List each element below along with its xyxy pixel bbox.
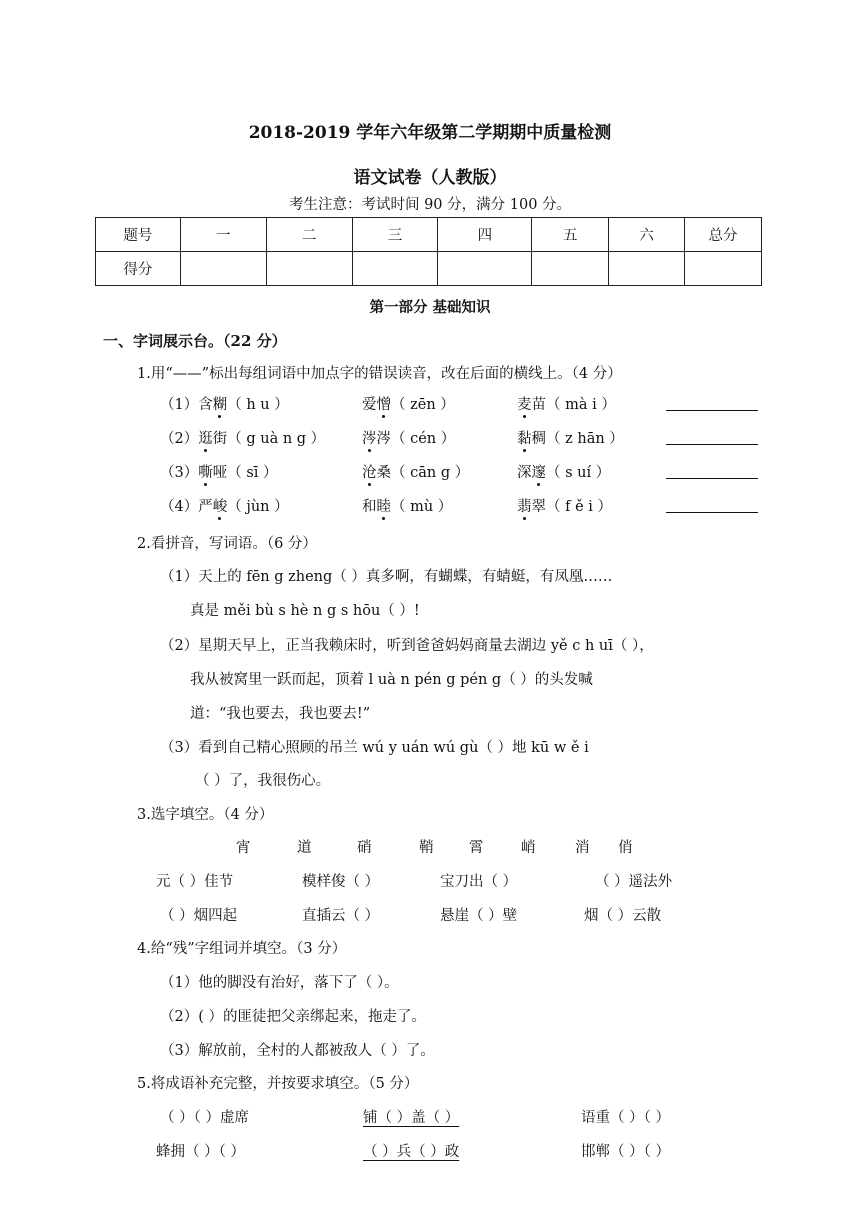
q1-char: 街 bbox=[212, 431, 228, 447]
q1-row-number: （4） bbox=[160, 499, 199, 515]
q3-char-option: 硝 bbox=[357, 840, 372, 856]
q5-stem: 5.将成语补充完整，并按要求填空。（5 分） bbox=[137, 1076, 419, 1092]
q3-fill-item: （ ）遥法外 bbox=[595, 874, 673, 890]
q1-row-3-item-b bbox=[362, 461, 469, 482]
q1-pinyin: （ mù ） bbox=[391, 499, 453, 515]
q1-dotted-char: 嘶 bbox=[198, 465, 213, 481]
score-table-header-cell: 五 bbox=[532, 218, 609, 252]
q2-line: 我从被窝里一跃而起，顶着 l uà n pén g pén g（ ）的头发喊 bbox=[190, 672, 593, 688]
q2-line: 真是 měi bù s hè n g s hōu（ ）! bbox=[190, 603, 420, 619]
q1-row-4-item-b bbox=[362, 495, 452, 516]
score-cell[interactable] bbox=[532, 252, 609, 286]
score-cell[interactable] bbox=[266, 252, 352, 286]
q1-row-4-item-a bbox=[160, 495, 289, 516]
q1-dotted-char: 黏 bbox=[517, 431, 532, 447]
q2-line: 道：“我也要去，我也要去!” bbox=[190, 706, 371, 722]
q2-line: （3）看到自己精心照顾的吊兰 wú y uán wú gù（ ）地 kū w ě i bbox=[160, 740, 589, 756]
q3-fill-item: （ ）烟四起 bbox=[160, 908, 238, 924]
q3-fill-item: 悬崖（ ）壁 bbox=[440, 908, 518, 924]
score-table bbox=[95, 217, 762, 286]
q1-answer-line[interactable] bbox=[666, 478, 758, 479]
q1-row-number: （3） bbox=[160, 465, 199, 481]
score-cell[interactable] bbox=[609, 252, 685, 286]
score-table-header-cell: 一 bbox=[180, 218, 266, 252]
q1-char: 涔 bbox=[376, 431, 391, 447]
q4-stem: 4.给“残”字组词并填空。（3 分） bbox=[137, 941, 347, 957]
q1-dotted-char: 麦 bbox=[517, 397, 532, 413]
q1-dotted-char: 翡 bbox=[517, 499, 532, 515]
q1-pinyin: （ mà i ） bbox=[546, 397, 616, 413]
part1-title: 第一部分 基础知识 bbox=[369, 299, 491, 316]
q1-row-2-item-c bbox=[517, 427, 624, 448]
q1-dotted-char: 憎 bbox=[376, 397, 391, 413]
q5-idiom: 邯郸（ ）（ ） bbox=[581, 1144, 670, 1160]
score-table-header-cell: 二 bbox=[266, 218, 352, 252]
q3-char-option: 鞘 bbox=[419, 840, 434, 856]
q1-row-number: （2） bbox=[160, 431, 199, 447]
q1-char: 翠 bbox=[531, 499, 546, 515]
q3-fill-item: 直插云（ ） bbox=[302, 908, 380, 924]
q1-dotted-char: 逛 bbox=[198, 431, 213, 447]
q1-answer-line[interactable] bbox=[666, 444, 758, 445]
q1-char: 哑 bbox=[212, 465, 228, 481]
q1-char: 含 bbox=[198, 397, 213, 413]
exam-title: 2018-2019 学年六年级第二学期期中质量检测 bbox=[248, 123, 612, 143]
score-cell[interactable] bbox=[438, 252, 532, 286]
q2-line: （ ）了，我很伤心。 bbox=[195, 773, 331, 789]
q1-pinyin: （ g uà n g ） bbox=[227, 431, 326, 447]
q1-row-1-item-b bbox=[362, 393, 455, 414]
q1-row-1-item-c bbox=[517, 393, 616, 414]
q4-line: （2）( ）的匪徒把父亲绑起来，拖走了。 bbox=[160, 1009, 426, 1025]
q1-row-3-item-a bbox=[160, 461, 278, 482]
q4-line: （1）他的脚没有治好，落下了（ ）。 bbox=[160, 975, 399, 991]
q1-row-1-item-a bbox=[160, 393, 289, 414]
q5-idiom: （ ）（ ）虚席 bbox=[160, 1110, 249, 1126]
exam-subtitle: 语文试卷（人教版） bbox=[353, 168, 507, 188]
score-row-label: 得分 bbox=[96, 252, 181, 286]
q1-pinyin: （ zēn ） bbox=[391, 397, 455, 413]
q5-idiom: 语重（ ）（ ） bbox=[581, 1110, 670, 1126]
q3-char-option: 道 bbox=[297, 840, 312, 856]
q1-dotted-char: 沧 bbox=[362, 465, 377, 481]
q3-fill-item: 宝刀出（ ） bbox=[440, 874, 518, 890]
q1-pinyin: （ sī ） bbox=[227, 465, 278, 481]
section1-title: 一、字词展示台。（22 分） bbox=[103, 332, 287, 350]
score-cell[interactable] bbox=[685, 252, 762, 286]
q1-pinyin: （ s uí ） bbox=[546, 465, 611, 481]
q1-row-2-item-b bbox=[362, 427, 455, 448]
q1-dotted-char: 邃 bbox=[531, 465, 546, 481]
q3-fill-item: 烟（ ）云散 bbox=[584, 908, 662, 924]
q1-dotted-char: 睦 bbox=[376, 499, 391, 515]
q1-dotted-char: 峻 bbox=[212, 499, 228, 515]
score-cell[interactable] bbox=[180, 252, 266, 286]
q1-dotted-char: 糊 bbox=[212, 397, 228, 413]
q1-pinyin: （ h u ） bbox=[227, 397, 289, 413]
q3-fill-item: 模样俊（ ） bbox=[302, 874, 380, 890]
q1-char: 爱 bbox=[362, 397, 377, 413]
q2-line: （1）天上的 fēn g zheng（ ）真多啊，有蝴蝶，有蜻蜓，有凤凰…… bbox=[160, 569, 613, 585]
q1-pinyin: （ cān g ） bbox=[391, 465, 470, 481]
q1-dotted-char: 涔 bbox=[362, 431, 377, 447]
q1-char: 稠 bbox=[531, 431, 546, 447]
q1-answer-line[interactable] bbox=[666, 410, 758, 411]
q5-idiom-underlined: （ ）兵（ ）政 bbox=[363, 1144, 460, 1160]
q3-char-option: 霄 bbox=[469, 840, 484, 856]
score-table-header-cell: 三 bbox=[352, 218, 438, 252]
q1-row-3-item-c bbox=[517, 461, 610, 482]
score-table-header-cell: 四 bbox=[438, 218, 532, 252]
q1-char: 苗 bbox=[531, 397, 546, 413]
q1-pinyin: （ jùn ） bbox=[227, 499, 289, 515]
q3-stem: 3.选字填空。（4 分） bbox=[137, 807, 274, 823]
q1-pinyin: （ cén ） bbox=[391, 431, 456, 447]
score-table-header-cell: 题号 bbox=[96, 218, 181, 252]
q1-char: 严 bbox=[198, 499, 213, 515]
q3-char-option: 消 bbox=[575, 840, 590, 856]
q1-row-number: （1） bbox=[160, 397, 199, 413]
q1-answer-line[interactable] bbox=[666, 512, 758, 513]
q1-pinyin: （ z hān ） bbox=[546, 431, 624, 447]
q1-stem: 1.用“——”标出每组词语中加点字的错误读音，改在后面的横线上。（4 分） bbox=[137, 366, 622, 382]
q1-pinyin: （ f ě i ） bbox=[546, 499, 613, 515]
q1-char: 和 bbox=[362, 499, 377, 515]
q2-line: （2）星期天早上，正当我赖床时，听到爸爸妈妈商量去湖边 yě c h uī（ ）， bbox=[160, 638, 654, 654]
q1-row-4-item-c bbox=[517, 495, 612, 516]
score-table-score-row bbox=[96, 252, 762, 286]
q1-char: 桑 bbox=[376, 465, 391, 481]
q1-row-2-item-a bbox=[160, 427, 325, 448]
exam-notice: 考生注意：考试时间 90 分，满分 100 分。 bbox=[288, 197, 572, 213]
q3-char-option: 俏 bbox=[618, 840, 633, 856]
score-table-header-cell: 六 bbox=[609, 218, 685, 252]
score-table-header-row bbox=[96, 218, 762, 252]
q5-idiom-underlined: 铺（ ）盖（ ） bbox=[363, 1110, 460, 1126]
q5-idiom: 蜂拥（ ）（ ） bbox=[156, 1144, 245, 1160]
q3-char-option: 峭 bbox=[521, 840, 536, 856]
score-table-header-cell: 总分 bbox=[685, 218, 762, 252]
q2-stem: 2.看拼音，写词语。（6 分） bbox=[137, 536, 317, 552]
q4-line: （3）解放前，全村的人都被敌人（ ）了。 bbox=[160, 1043, 435, 1059]
score-cell[interactable] bbox=[352, 252, 438, 286]
q3-char-option: 宵 bbox=[236, 840, 251, 856]
q3-fill-item: 元（ ）佳节 bbox=[156, 874, 234, 890]
q1-char: 深 bbox=[517, 465, 532, 481]
